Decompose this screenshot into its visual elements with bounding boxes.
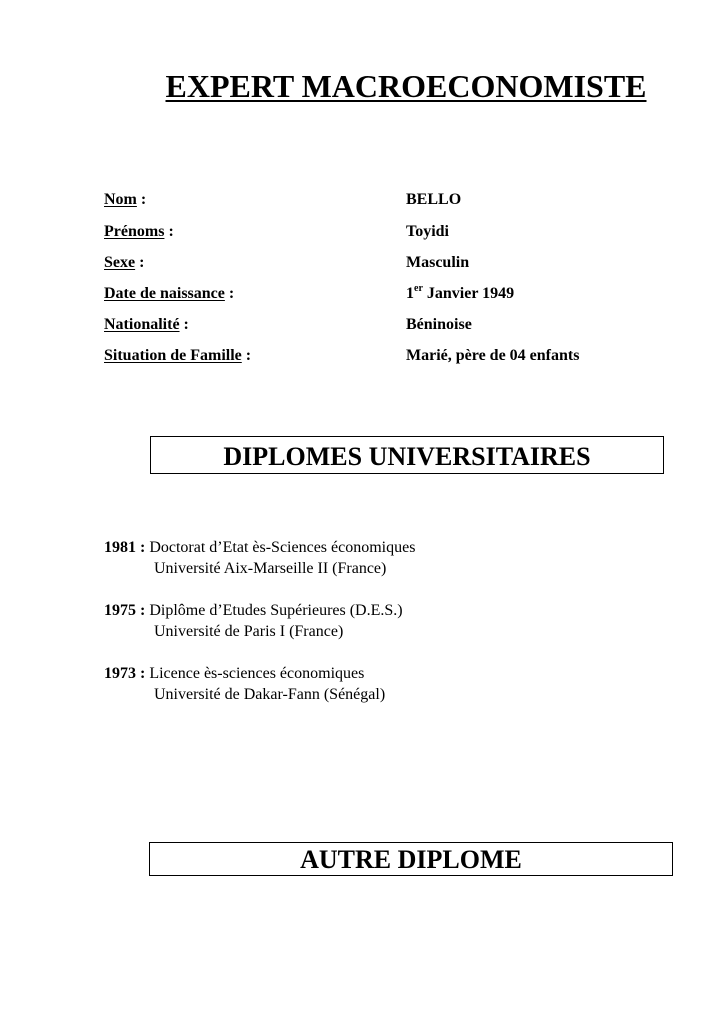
degree-school: Université de Paris I (France) [154, 623, 344, 640]
info-row-sexe [104, 254, 664, 276]
degree-title: Diplôme d’Etudes Supérieures (D.E.S.) [145, 602, 403, 619]
info-label [104, 347, 251, 365]
info-row-situation-de-famille [104, 347, 664, 369]
degree-year: 1981 : [104, 539, 146, 556]
info-label [104, 191, 146, 209]
info-row-prenoms [104, 223, 664, 245]
degree-title: Doctorat d’Etat ès-Sciences économiques [145, 539, 416, 556]
field-value-nationalite: Béninoise [406, 316, 472, 333]
label-separator: : [135, 254, 145, 271]
info-row-nom [104, 191, 664, 213]
degree-school: Université de Dakar-Fann (Sénégal) [154, 686, 386, 703]
field-value-date-de-naissance [406, 285, 514, 303]
info-label [104, 223, 174, 241]
field-label-prenoms: Prénoms [104, 223, 165, 240]
label-separator: : [224, 285, 235, 302]
degree-year: 1973 : [104, 665, 146, 682]
field-value-prenoms: Toyidi [406, 223, 449, 240]
info-row-date-de-naissance [104, 285, 664, 307]
date-month-year: Janvier 1949 [422, 285, 515, 302]
field-value-nom: BELLO [406, 191, 462, 208]
field-label-date-de-naissance: Date de naissance [104, 285, 225, 302]
degree-entry [104, 600, 403, 642]
date-day: 1 [406, 285, 414, 302]
field-value-sexe: Masculin [406, 254, 470, 271]
info-label [104, 254, 144, 272]
info-label [104, 316, 189, 334]
label-separator: : [241, 347, 252, 364]
label-separator: : [136, 191, 147, 208]
field-label-situation-de-famille: Situation de Famille [104, 347, 242, 364]
date-ordinal-suffix: er [414, 283, 423, 294]
degree-year: 1975 : [104, 602, 146, 619]
degree-entry [104, 663, 385, 705]
degree-entry [104, 537, 415, 579]
info-row-nationalite [104, 316, 664, 338]
label-separator: : [179, 316, 189, 333]
degree-school: Université Aix-Marseille II (France) [154, 560, 387, 577]
page-title: EXPERT MACROECONOMISTE [165, 68, 647, 104]
field-label-nom: Nom [104, 191, 137, 208]
degree-title: Licence ès-sciences économiques [145, 665, 365, 682]
section-heading-diplomes-universitaires: DIPLOMES UNIVERSITAIRES [150, 436, 664, 474]
info-label [104, 285, 234, 303]
field-label-nationalite: Nationalité [104, 316, 180, 333]
field-value-situation-de-famille: Marié, père de 04 enfants [406, 347, 580, 364]
field-label-sexe: Sexe [104, 254, 136, 271]
label-separator: : [164, 223, 174, 240]
section-heading-autre-diplome: AUTRE DIPLOME [149, 842, 673, 876]
